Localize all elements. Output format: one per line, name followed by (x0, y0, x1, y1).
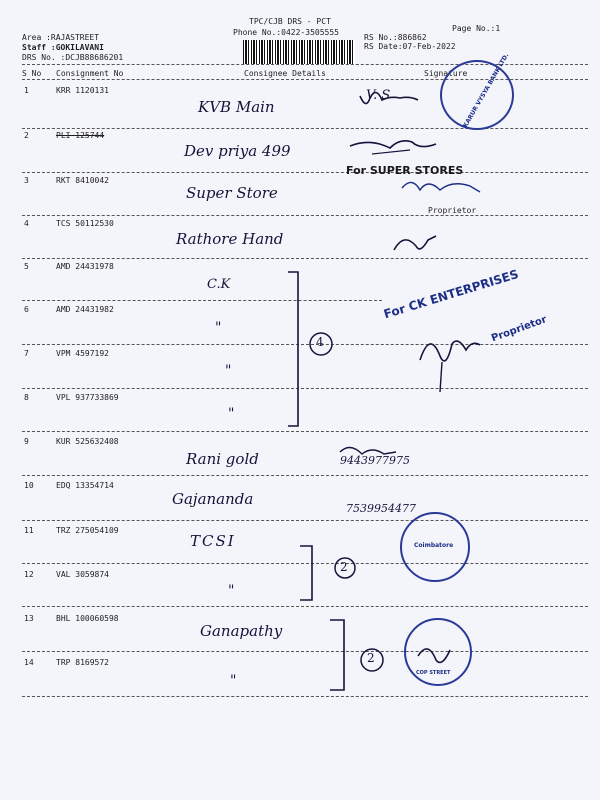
doc-title: TPC/CJB DRS - PCT (249, 17, 331, 26)
row-divider (22, 563, 588, 564)
row-sno: 4 (24, 219, 29, 228)
row-handwritten: TCSI (190, 532, 236, 550)
signature-row1-text: V. S (366, 88, 391, 103)
count-ganapathy: 2 (367, 651, 375, 665)
bracket-tcsi (300, 546, 312, 600)
secretary-seal-text: COP STREET (416, 670, 451, 676)
row-sno: 8 (24, 393, 29, 402)
signature-row2 (350, 141, 436, 148)
row-sno: 7 (24, 349, 29, 358)
signature-row4 (394, 236, 436, 250)
row-sno: 3 (24, 176, 29, 185)
row-handwritten: " (215, 320, 222, 336)
row-sno: 2 (24, 131, 29, 140)
row10-phone: 7539954477 (346, 502, 416, 515)
row-handwritten: " (225, 363, 232, 379)
row-handwritten: Super Store (186, 184, 278, 202)
row-divider (22, 475, 588, 476)
phone-number: Phone No.:0422-3505555 (233, 28, 339, 37)
row-divider (22, 344, 588, 345)
row-divider (22, 651, 588, 652)
row-consignment: AMD 24431978 (56, 262, 114, 271)
row-sno: 10 (24, 481, 34, 490)
barcode (243, 40, 355, 64)
company-seal-text: Coimbatore (414, 542, 454, 549)
row-consignment: VAL 3059874 (56, 570, 109, 579)
ck-proprietor-stamp: Proprietor (490, 314, 549, 345)
row-consignment: TRZ 275054109 (56, 526, 119, 535)
row-divider (22, 258, 588, 259)
row-sno: 5 (24, 262, 29, 271)
row-handwritten: C.K (207, 277, 231, 292)
row-handwritten: KVB Main (198, 98, 275, 116)
row-divider (22, 606, 588, 607)
bank-seal (440, 52, 514, 130)
row-divider (22, 215, 588, 216)
row-consignment: KRR 1120131 (56, 86, 109, 95)
signature-row3 (402, 182, 480, 192)
row-consignment: RKT 8410042 (56, 176, 109, 185)
row-sno: 6 (24, 305, 29, 314)
rs-date: RS Date:07-Feb-2022 (364, 42, 456, 51)
row-consignment: TCS 50112530 (56, 219, 114, 228)
count-ck: 4 (316, 335, 324, 349)
super-stores-stamp: For SUPER STORES (346, 164, 464, 177)
row-divider (22, 520, 588, 521)
row-divider (22, 128, 588, 129)
row-divider (22, 300, 382, 301)
ck-enterprises-stamp: For CK ENTERPRISES (382, 267, 521, 322)
row-sno: 1 (24, 86, 29, 95)
row-consignment: PLI 125744 (56, 131, 105, 140)
row-handwritten: Gajananda (172, 490, 254, 508)
row-handwritten: Rani gold (186, 450, 259, 468)
col-consignment: Consignment No (56, 69, 124, 78)
row-divider (22, 696, 588, 697)
row-divider (22, 388, 588, 389)
row-consignment: BHL 100060598 (56, 614, 119, 623)
bracket-ganapathy (330, 620, 344, 690)
row-consignment: TRP 8169572 (56, 658, 109, 667)
row9-phone: 9443977975 (340, 454, 410, 467)
col-consignee: Consignee Details (244, 69, 326, 78)
row-consignment: KUR 525632408 (56, 437, 119, 446)
proprietor-label: Proprietor (428, 206, 477, 215)
count-tcsi: 2 (340, 560, 348, 574)
row-sno: 12 (24, 570, 34, 579)
bank-seal-text: KARUR VYSYA BANK LTD. (462, 52, 511, 129)
page-number: Page No.:1 (452, 24, 501, 33)
row-consignment: EDQ 13354714 (56, 481, 114, 490)
rs-number: RS No.:886862 (364, 33, 427, 42)
staff-label: Staff :GOKILAVANI (22, 43, 104, 52)
col-sno: S No (22, 69, 42, 78)
row-sno: 13 (24, 614, 34, 623)
company-seal (400, 512, 470, 582)
row-sno: 14 (24, 658, 34, 667)
row-handwritten: Dev priya 499 (184, 142, 291, 160)
row-handwritten: " (228, 583, 235, 599)
drs-number: DRS No. :DCJB88686201 (22, 53, 124, 62)
row-consignment: VPL 937733869 (56, 393, 119, 402)
row-consignment: AMD 24431982 (56, 305, 114, 314)
row-handwritten: Ganapathy (200, 622, 283, 640)
row-consignment: VPM 4597192 (56, 349, 109, 358)
row-divider (22, 431, 588, 432)
row-handwritten: " (228, 406, 235, 422)
row-sno: 11 (24, 526, 34, 535)
col-signature: Signature (424, 69, 468, 78)
row-divider (22, 172, 588, 173)
bracket-ck (288, 272, 298, 426)
secretary-seal (404, 618, 472, 686)
row-handwritten: Rathore Hand (176, 230, 284, 248)
row-handwritten: " (230, 673, 237, 689)
area-label: Area :RAJASTREET (22, 33, 100, 42)
row-sno: 9 (24, 437, 29, 446)
